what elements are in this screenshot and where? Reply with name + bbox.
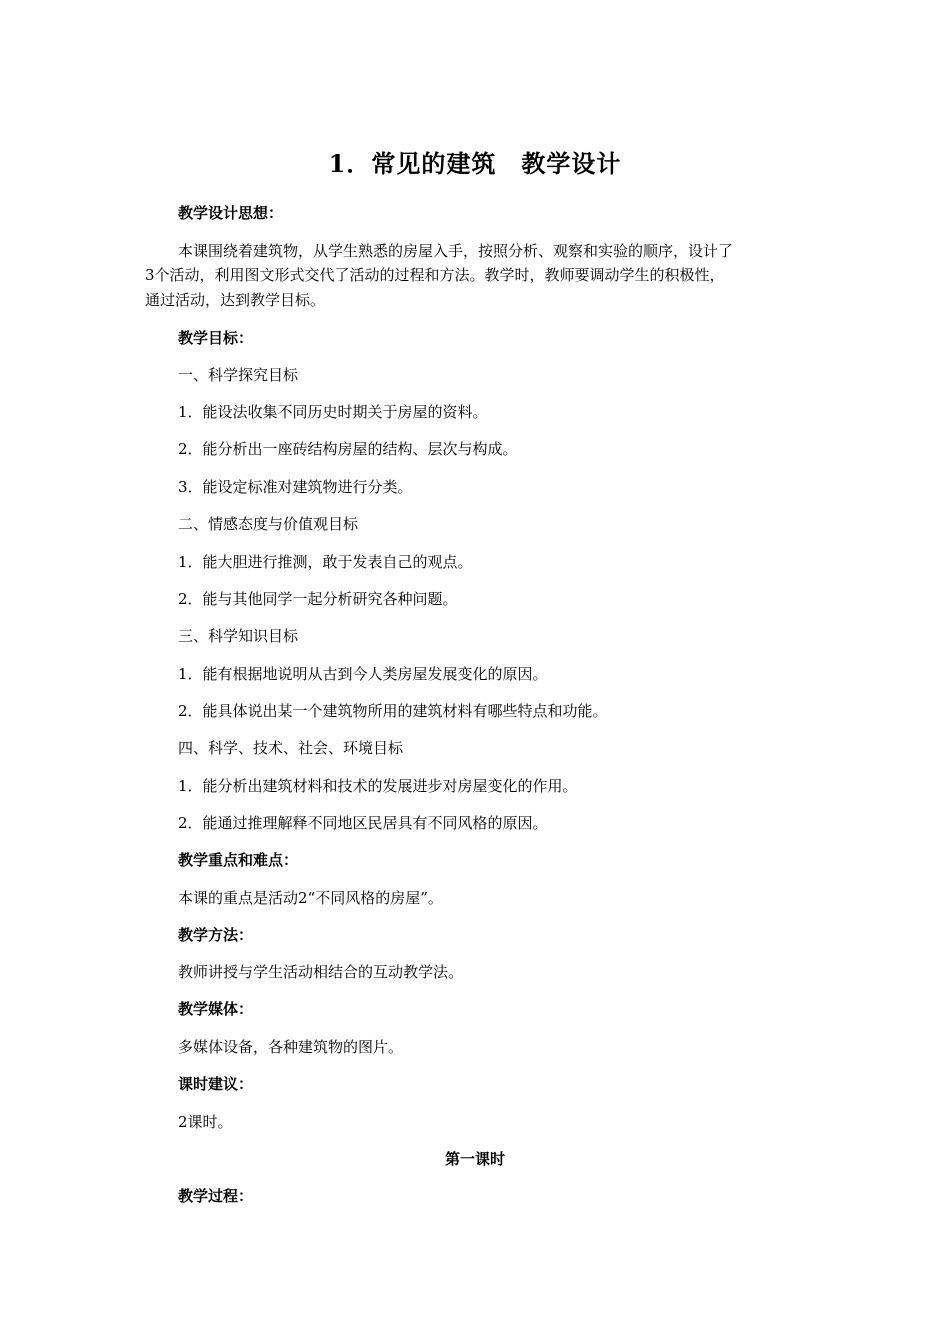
hours-heading: 课时建议： <box>178 1075 254 1093</box>
goal-group-title: 四、科学、技术、社会、环境目标 <box>178 739 404 757</box>
goal-item: 2．能具体说出某一个建筑物所用的建筑材料有哪些特点和功能。 <box>178 702 608 720</box>
goals-heading: 教学目标： <box>178 329 254 347</box>
hours-text: 2课时。 <box>178 1113 233 1131</box>
goal-group-title: 二、情感态度与价值观目标 <box>178 515 359 533</box>
goal-item: 1．能设法收集不同历史时期关于房屋的资料。 <box>178 403 488 421</box>
goal-item: 1．能分析出建筑材料和技术的发展进步对房屋变化的作用。 <box>178 777 578 795</box>
first-lesson-heading: 第一课时 <box>444 1150 505 1168</box>
key-points-text: 本课的重点是活动2“不同风格的房屋”。 <box>178 889 443 907</box>
goal-item: 1．能大胆进行推测，敢于发表自己的观点。 <box>178 553 473 571</box>
goal-item: 3．能设定标准对建筑物进行分类。 <box>178 478 413 496</box>
goal-group-title: 一、科学探究目标 <box>178 366 299 384</box>
goal-item: 2．能与其他同学一起分析研究各种问题。 <box>178 590 458 608</box>
media-text: 多媒体设备，各种建筑物的图片。 <box>178 1038 404 1056</box>
process-heading: 教学过程： <box>178 1187 254 1205</box>
goal-item: 2．能分析出一座砖结构房屋的结构、层次与构成。 <box>178 440 518 458</box>
goal-item: 1．能有根据地说明从古到今人类房屋发展变化的原因。 <box>178 665 548 683</box>
key-points-heading: 教学重点和难点： <box>178 851 299 869</box>
design-thought-line-1: 本课围绕着建筑物，从学生熟悉的房屋入手，按照分析、观察和实验的顺序，设计了 <box>178 242 734 260</box>
goal-group-title: 三、科学知识目标 <box>178 627 299 645</box>
media-heading: 教学媒体： <box>178 1000 254 1018</box>
design-thought-line-3: 通过活动，达到教学目标。 <box>145 291 326 309</box>
design-thought-heading: 教学设计思想： <box>178 204 284 222</box>
document-title: 1．常见的建筑 教学设计 <box>328 149 622 178</box>
method-text: 教师讲授与学生活动相结合的互动教学法。 <box>178 963 464 981</box>
goal-item: 2．能通过推理解释不同地区民居具有不同风格的原因。 <box>178 814 548 832</box>
design-thought-line-2: 3个活动，利用图文形式交代了活动的过程和方法。教学时，教师要调动学生的积极性， <box>145 266 725 284</box>
method-heading: 教学方法： <box>178 926 254 944</box>
